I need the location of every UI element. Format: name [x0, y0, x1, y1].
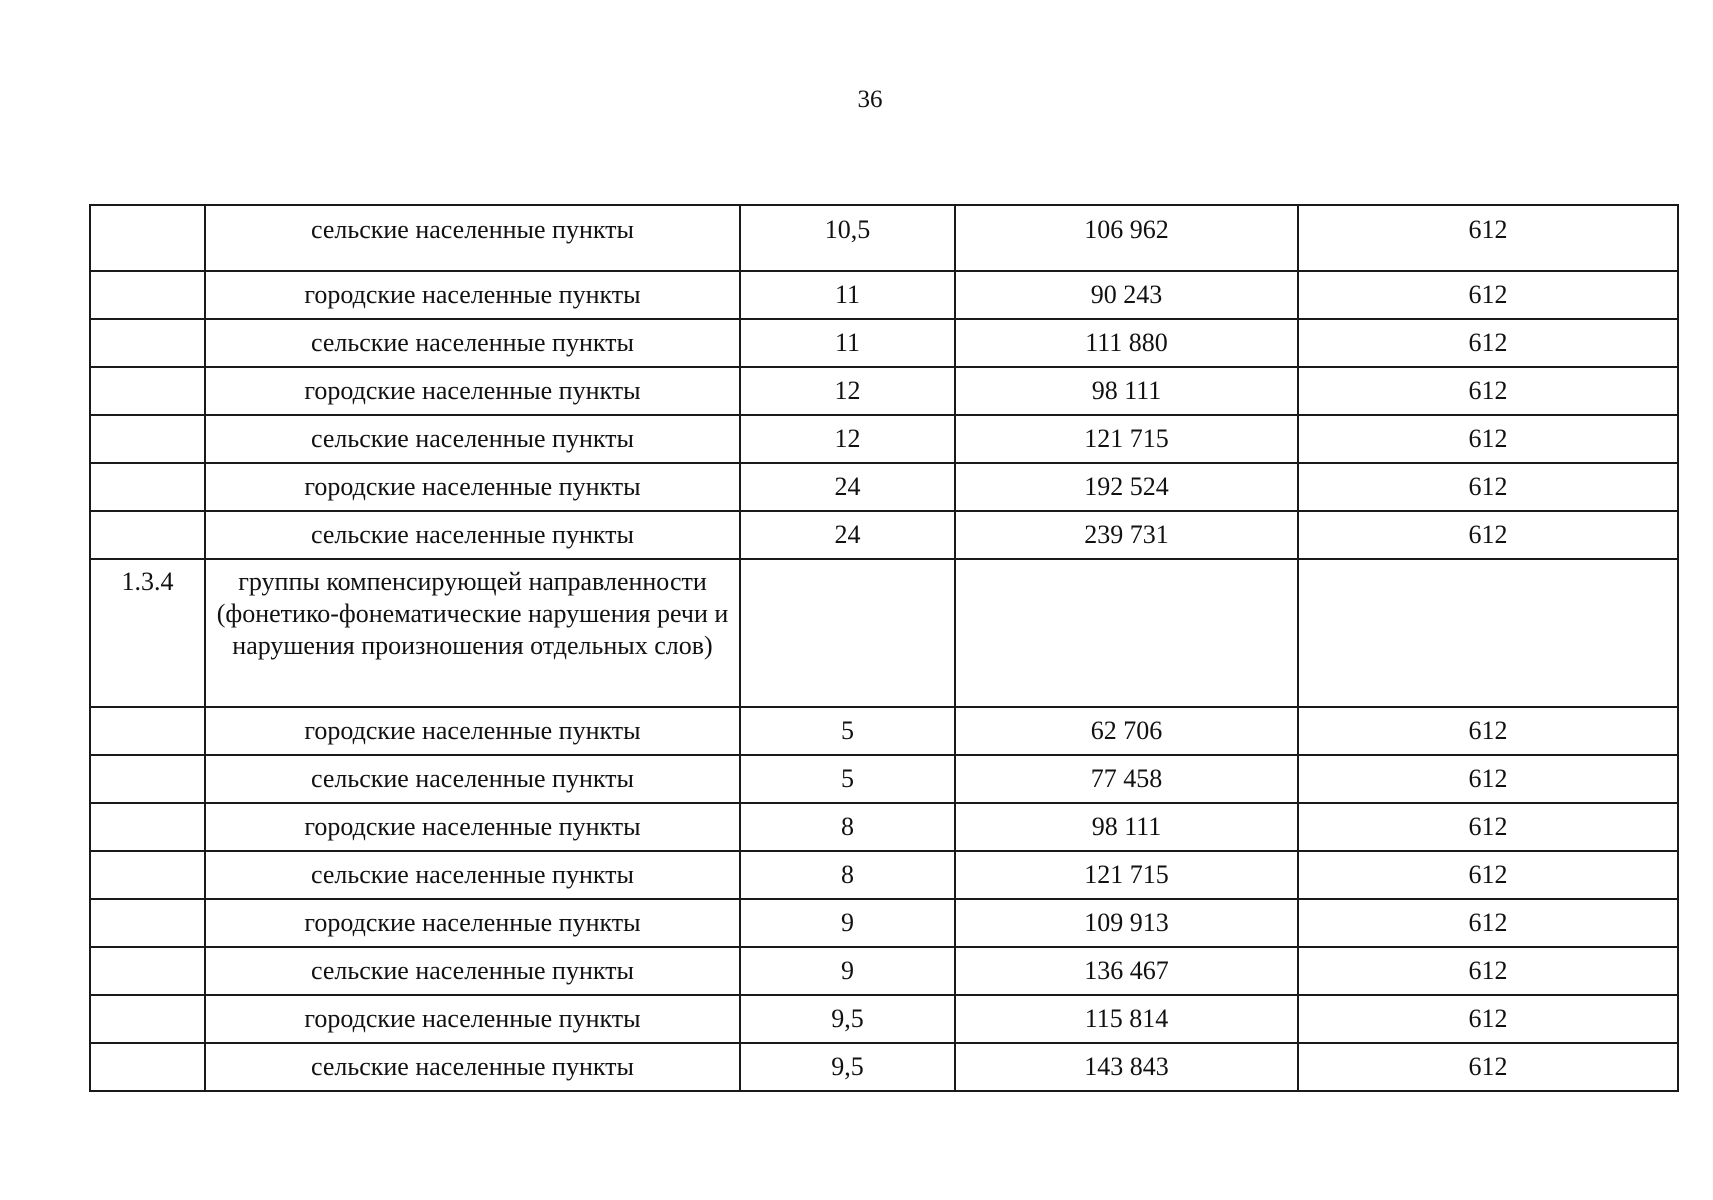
row-number: [90, 995, 205, 1043]
cost-value: 121 715: [955, 851, 1298, 899]
row-number: [90, 899, 205, 947]
group-value: 12: [740, 367, 955, 415]
row-number: [90, 511, 205, 559]
cost-value: 115 814: [955, 995, 1298, 1043]
cost-value: 111 880: [955, 319, 1298, 367]
row-number: [90, 319, 205, 367]
cost-value: 98 111: [955, 803, 1298, 851]
page-number: 36: [857, 86, 883, 113]
table-row: [90, 367, 1678, 415]
table-row: [90, 511, 1678, 559]
code-value: 612: [1298, 271, 1678, 319]
cost-value: 106 962: [955, 205, 1298, 271]
code-value: 612: [1298, 899, 1678, 947]
code-value: 612: [1298, 415, 1678, 463]
cost-value: 239 731: [955, 511, 1298, 559]
code-value: 612: [1298, 707, 1678, 755]
settlement-type: городские населенные пункты: [205, 271, 740, 319]
group-value: 8: [740, 851, 955, 899]
group-value: 24: [740, 463, 955, 511]
table-row: [90, 707, 1678, 755]
section-number: 1.3.4: [90, 559, 205, 707]
table-row: [90, 205, 1678, 271]
code-value: 612: [1298, 995, 1678, 1043]
table-row: [90, 319, 1678, 367]
group-value: 24: [740, 511, 955, 559]
code-value: 612: [1298, 205, 1678, 271]
table-row: [90, 463, 1678, 511]
settlement-type: сельские населенные пункты: [205, 319, 740, 367]
empty-cell: [1298, 559, 1678, 707]
cost-value: 77 458: [955, 755, 1298, 803]
row-number: [90, 367, 205, 415]
group-value: 9: [740, 899, 955, 947]
table-row: [90, 803, 1678, 851]
table-row: [90, 851, 1678, 899]
settlement-type: городские населенные пункты: [205, 995, 740, 1043]
group-value: 8: [740, 803, 955, 851]
row-number: [90, 755, 205, 803]
cost-value: 136 467: [955, 947, 1298, 995]
tariff-table: [89, 204, 1679, 1092]
row-number: [90, 415, 205, 463]
cost-value: 98 111: [955, 367, 1298, 415]
cost-value: 62 706: [955, 707, 1298, 755]
code-value: 612: [1298, 755, 1678, 803]
settlement-type: городские населенные пункты: [205, 707, 740, 755]
row-number: [90, 707, 205, 755]
settlement-type: сельские населенные пункты: [205, 511, 740, 559]
cost-value: 121 715: [955, 415, 1298, 463]
table-row: [90, 1043, 1678, 1091]
table-row: [90, 947, 1678, 995]
group-value: 10,5: [740, 205, 955, 271]
group-value: 11: [740, 319, 955, 367]
cost-value: 143 843: [955, 1043, 1298, 1091]
empty-cell: [955, 559, 1298, 707]
cost-value: 192 524: [955, 463, 1298, 511]
group-value: 5: [740, 755, 955, 803]
settlement-type: сельские населенные пункты: [205, 755, 740, 803]
row-number: [90, 463, 205, 511]
settlement-type: сельские населенные пункты: [205, 1043, 740, 1091]
cost-value: 109 913: [955, 899, 1298, 947]
group-value: 11: [740, 271, 955, 319]
row-number: [90, 851, 205, 899]
code-value: 612: [1298, 947, 1678, 995]
group-value: 9,5: [740, 995, 955, 1043]
group-value: 5: [740, 707, 955, 755]
row-number: [90, 947, 205, 995]
group-value: 12: [740, 415, 955, 463]
settlement-type: городские населенные пункты: [205, 367, 740, 415]
section-row: [90, 559, 1678, 707]
table-row: [90, 415, 1678, 463]
code-value: 612: [1298, 803, 1678, 851]
settlement-type: городские населенные пункты: [205, 899, 740, 947]
settlement-type: сельские населенные пункты: [205, 947, 740, 995]
settlement-type: сельские населенные пункты: [205, 851, 740, 899]
table-row: [90, 995, 1678, 1043]
settlement-type: сельские населенные пункты: [205, 415, 740, 463]
empty-cell: [740, 559, 955, 707]
code-value: 612: [1298, 463, 1678, 511]
settlement-type: городские населенные пункты: [205, 463, 740, 511]
row-number: [90, 271, 205, 319]
table-row: [90, 271, 1678, 319]
settlement-type: городские населенные пункты: [205, 803, 740, 851]
row-number: [90, 205, 205, 271]
table-row: [90, 899, 1678, 947]
code-value: 612: [1298, 319, 1678, 367]
code-value: 612: [1298, 511, 1678, 559]
code-value: 612: [1298, 367, 1678, 415]
cost-value: 90 243: [955, 271, 1298, 319]
group-value: 9: [740, 947, 955, 995]
group-value: 9,5: [740, 1043, 955, 1091]
table-row: [90, 755, 1678, 803]
row-number: [90, 1043, 205, 1091]
code-value: 612: [1298, 1043, 1678, 1091]
code-value: 612: [1298, 851, 1678, 899]
settlement-type: сельские населенные пункты: [205, 205, 740, 271]
section-title: группы компенсирующей направленности (фонетико-фонематические нарушения речи и нарушения произношения отдельных слов): [205, 559, 740, 707]
row-number: [90, 803, 205, 851]
